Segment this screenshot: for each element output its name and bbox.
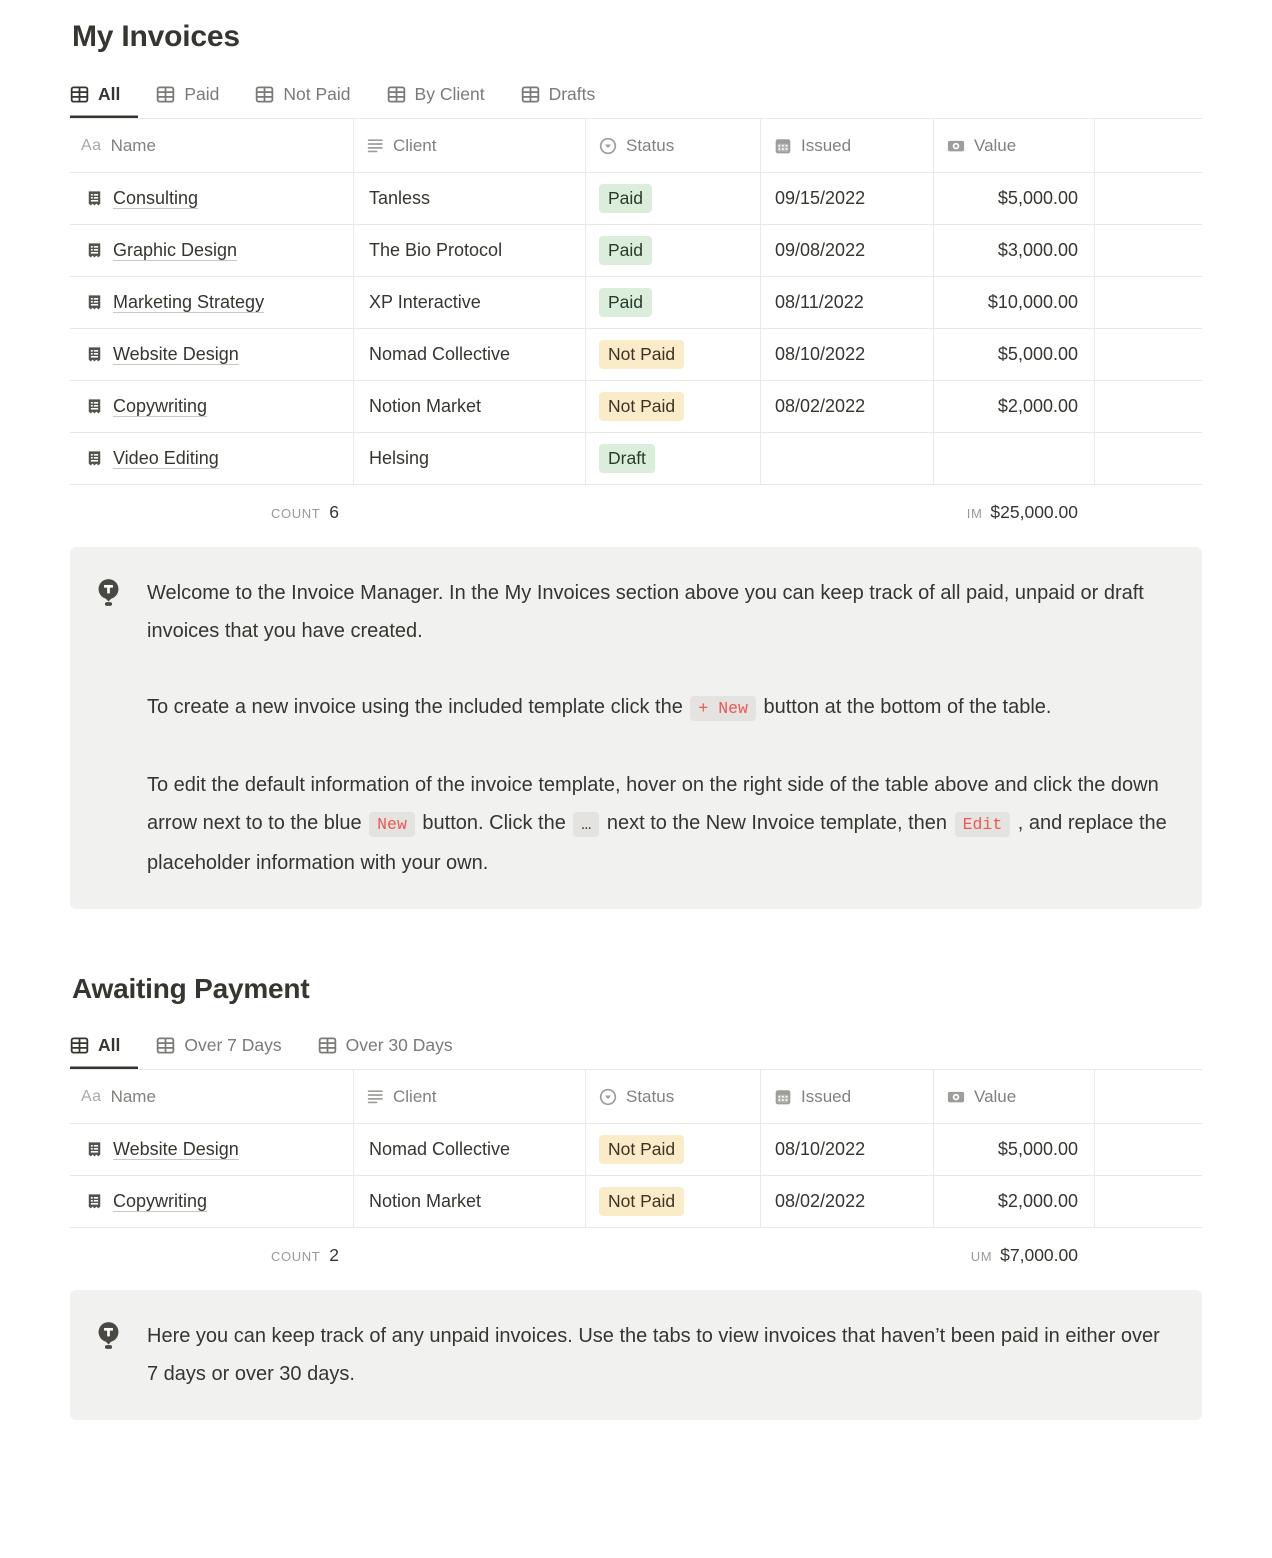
issued-cell[interactable]: 08/10/2022: [760, 329, 933, 380]
issued-cell[interactable]: 08/02/2022: [760, 1176, 933, 1227]
value-cell[interactable]: $5,000.00: [933, 1124, 1094, 1175]
invoice-page-link[interactable]: Marketing Strategy: [113, 292, 265, 312]
money-icon: [947, 137, 965, 155]
callout-paragraph: Welcome to the Invoice Manager. In the My Invoices section above you can keep track of all paid, unpaid or draft invoices that you have created.: [147, 582, 1144, 642]
tab-all[interactable]: [70, 84, 138, 118]
awaiting-payment-table: [70, 1124, 1202, 1228]
invoice-page-link[interactable]: Consulting: [113, 188, 199, 208]
client-cell[interactable]: Nomad Collective: [353, 329, 585, 380]
table-header: [70, 1070, 1202, 1124]
table-row: [70, 225, 1202, 277]
calendar-icon: [774, 1088, 792, 1106]
tab-drafts[interactable]: [521, 84, 614, 118]
column-header-status[interactable]: Status: [585, 1070, 760, 1123]
value-cell[interactable]: $10,000.00: [933, 277, 1094, 328]
lines-icon: [367, 1088, 384, 1105]
column-header-spacer: [1094, 119, 1207, 172]
tab-label: Over 30 Days: [345, 1035, 453, 1055]
issued-cell[interactable]: 09/15/2022: [760, 173, 933, 224]
tab-label: All: [98, 84, 121, 104]
status-badge: Not Paid: [599, 1135, 684, 1165]
table-row: [70, 329, 1202, 381]
value-cell[interactable]: $3,000.00: [933, 225, 1094, 276]
callout-text: [147, 574, 1172, 882]
column-header-client[interactable]: Client: [353, 119, 585, 172]
text-property-icon: Aa: [81, 1087, 102, 1105]
select-dropdown-icon: [599, 137, 617, 155]
client-cell[interactable]: Notion Market: [353, 381, 585, 432]
lightbulb-icon: [95, 1317, 123, 1393]
text-property-icon: Aa: [81, 136, 102, 154]
tab-not-paid[interactable]: [255, 84, 368, 118]
table-view-icon: [318, 1036, 337, 1055]
value-cell[interactable]: $5,000.00: [933, 329, 1094, 380]
money-icon: [947, 1088, 965, 1106]
invoice-page-link[interactable]: Website Design: [113, 1139, 239, 1159]
value-cell[interactable]: $2,000.00: [933, 1176, 1094, 1227]
column-header-name[interactable]: Aa Name: [81, 1086, 156, 1106]
sum-calculation[interactable]: IM $25,000.00: [966, 501, 1078, 522]
inline-code-ellipsis: …: [573, 812, 599, 837]
invoice-page-link[interactable]: Website Design: [113, 344, 239, 364]
client-cell[interactable]: The Bio Protocol: [353, 225, 585, 276]
table-row: [70, 277, 1202, 329]
info-callout: [70, 1290, 1202, 1420]
callout-paragraph: Here you can keep track of any unpaid invoices. Use the tabs to view invoices that haven’t been paid in either over 7 days or over 30 days.: [147, 1325, 1160, 1385]
table-view-icon: [156, 1036, 175, 1055]
table-footer: [70, 1228, 1202, 1282]
value-cell[interactable]: $2,000.00: [933, 381, 1094, 432]
receipt-icon: [86, 450, 103, 467]
count-calculation[interactable]: COUNT 6: [271, 501, 339, 522]
tab-label: By Client: [414, 84, 485, 104]
client-cell[interactable]: Tanless: [353, 173, 585, 224]
inline-code-edit: Edit: [955, 812, 1011, 837]
tab-label: All: [98, 1035, 121, 1055]
column-header-value[interactable]: Value: [933, 119, 1094, 172]
table-row: [70, 1176, 1202, 1228]
value-cell[interactable]: [933, 433, 1094, 484]
issued-cell[interactable]: 08/11/2022: [760, 277, 933, 328]
table-row: [70, 433, 1202, 485]
client-cell[interactable]: Helsing: [353, 433, 585, 484]
sum-calculation[interactable]: UM $7,000.00: [970, 1244, 1078, 1265]
tab-paid[interactable]: [156, 84, 237, 118]
column-header-client[interactable]: Client: [353, 1070, 585, 1123]
column-header-issued[interactable]: Issued: [760, 1070, 933, 1123]
status-badge: Paid: [599, 288, 652, 318]
tab-over-7-days[interactable]: [156, 1035, 299, 1069]
table-view-icon: [70, 1036, 89, 1055]
view-tabs: [70, 1035, 1202, 1070]
tab-label: Over 7 Days: [184, 1035, 282, 1055]
invoice-page-link[interactable]: Graphic Design: [113, 240, 238, 260]
value-cell[interactable]: $5,000.00: [933, 173, 1094, 224]
invoice-page-link[interactable]: Video Editing: [113, 448, 219, 468]
column-header-status[interactable]: Status: [585, 119, 760, 172]
table-header: [70, 119, 1202, 173]
lightbulb-icon: [95, 574, 123, 882]
table-footer: [70, 485, 1202, 539]
receipt-icon: [86, 1141, 103, 1158]
inline-code-new-button: + New: [690, 696, 756, 721]
invoice-page-link[interactable]: Copywriting: [113, 396, 208, 416]
invoice-page-link[interactable]: Copywriting: [113, 1191, 208, 1211]
callout-paragraph: To create a new invoice using the included template click the + New button at the bottom of the table.: [147, 688, 1172, 728]
tab-over-30-days[interactable]: [318, 1035, 471, 1069]
receipt-icon: [86, 294, 103, 311]
select-dropdown-icon: [599, 1088, 617, 1106]
tab-label: Paid: [184, 84, 220, 104]
tab-label: Drafts: [548, 84, 596, 104]
view-tabs: [70, 84, 1202, 119]
status-badge: Paid: [599, 236, 652, 266]
issued-cell[interactable]: 09/08/2022: [760, 225, 933, 276]
client-cell[interactable]: Notion Market: [353, 1176, 585, 1227]
lines-icon: [367, 137, 384, 154]
table-row: [70, 1124, 1202, 1176]
receipt-icon: [86, 1193, 103, 1210]
status-badge: Not Paid: [599, 392, 684, 422]
tab-by-client[interactable]: [387, 84, 503, 118]
table-view-icon: [521, 85, 540, 104]
info-callout: [70, 547, 1202, 909]
page-title: My Invoices: [72, 20, 240, 53]
section-title-awaiting-payment: Awaiting Payment: [72, 973, 310, 1004]
table-view-icon: [387, 85, 406, 104]
column-header-name[interactable]: Aa Name: [81, 135, 156, 155]
tab-label: Not Paid: [283, 84, 351, 104]
status-badge: Paid: [599, 184, 652, 214]
callout-paragraph: To edit the default information of the invoice template, hover on the right side of the table above and click the down arrow next to to the blue New button. Click the … next to the New Invoice template, then Edit , and replace the placeholder information with your own.: [147, 774, 1167, 874]
status-badge: Draft: [599, 444, 655, 474]
column-header-value[interactable]: Value: [933, 1070, 1094, 1123]
issued-cell[interactable]: [760, 433, 933, 484]
status-badge: Not Paid: [599, 340, 684, 370]
table-row: [70, 381, 1202, 433]
table-view-icon: [156, 85, 175, 104]
table-view-icon: [70, 85, 89, 104]
table-view-icon: [255, 85, 274, 104]
count-calculation[interactable]: COUNT 2: [271, 1244, 339, 1265]
receipt-icon: [86, 190, 103, 207]
status-badge: Not Paid: [599, 1187, 684, 1217]
issued-cell[interactable]: 08/10/2022: [760, 1124, 933, 1175]
receipt-icon: [86, 242, 103, 259]
issued-cell[interactable]: 08/02/2022: [760, 381, 933, 432]
client-cell[interactable]: Nomad Collective: [353, 1124, 585, 1175]
receipt-icon: [86, 398, 103, 415]
calendar-icon: [774, 137, 792, 155]
callout-text: [147, 1317, 1172, 1393]
column-header-issued[interactable]: Issued: [760, 119, 933, 172]
inline-code-new: New: [369, 812, 415, 837]
receipt-icon: [86, 346, 103, 363]
invoice-table: [70, 173, 1202, 485]
column-header-spacer: [1094, 1070, 1207, 1123]
tab-all[interactable]: [70, 1035, 138, 1069]
table-row: [70, 173, 1202, 225]
client-cell[interactable]: XP Interactive: [353, 277, 585, 328]
